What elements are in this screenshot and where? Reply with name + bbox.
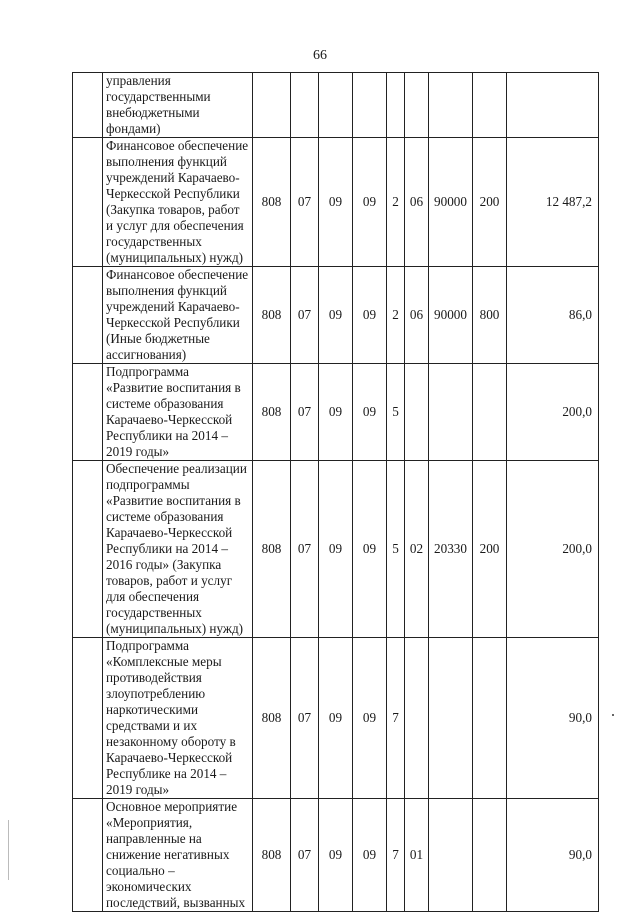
item-name-cell: Подпрограмма «Комплексные меры противодействия злоупотреблению наркотическими средствами и их незаконному обороту в Карачаево-Черкесской Республике на 2014 – 2019 годы» — [103, 638, 253, 799]
subsection-code-cell: 09 — [319, 638, 353, 799]
measure-code-cell — [405, 364, 429, 461]
ministry-code-cell: 808 — [253, 267, 291, 364]
table-row — [73, 73, 599, 138]
program-code-cell: 09 — [353, 638, 387, 799]
subsection-code-cell — [319, 73, 353, 138]
page-number: 66 — [313, 48, 327, 63]
item-name-cell: Финансовое обеспечение выполнения функций учреждений Карачаево- Черкесской Республики (Закупка товаров, работ и услуг для обеспечения государственных (муниципальных) нужд) — [103, 138, 253, 267]
row-number-cell — [73, 799, 103, 912]
section-code-cell: 07 — [291, 638, 319, 799]
subprogram-code-cell: 2 — [387, 138, 405, 267]
budget-table — [72, 72, 599, 912]
direction-code-cell — [429, 73, 473, 138]
expense-type-cell — [473, 638, 507, 799]
subsection-code-cell: 09 — [319, 799, 353, 912]
row-number-cell — [73, 638, 103, 799]
measure-code-cell — [405, 638, 429, 799]
program-code-cell: 09 — [353, 267, 387, 364]
direction-code-cell — [429, 364, 473, 461]
subsection-code-cell: 09 — [319, 461, 353, 638]
subprogram-code-cell: 7 — [387, 799, 405, 912]
ministry-code-cell: 808 — [253, 799, 291, 912]
row-number-cell — [73, 138, 103, 267]
expense-type-cell — [473, 73, 507, 138]
item-name-cell: Основное мероприятие «Мероприятия, направленные на снижение негативных социально – экономических последствий, вызванных — [103, 799, 253, 912]
ministry-code-cell: 808 — [253, 138, 291, 267]
table-row — [73, 638, 599, 799]
measure-code-cell: 02 — [405, 461, 429, 638]
amount-cell: 200,0 — [507, 364, 599, 461]
section-code-cell — [291, 73, 319, 138]
row-number-cell — [73, 364, 103, 461]
program-code-cell: 09 — [353, 364, 387, 461]
expense-type-cell — [473, 799, 507, 912]
amount-cell: 86,0 — [507, 267, 599, 364]
section-code-cell: 07 — [291, 799, 319, 912]
table-row — [73, 138, 599, 267]
program-code-cell — [353, 73, 387, 138]
item-name-cell: управления государственными внебюджетными фондами) — [103, 73, 253, 138]
item-name-cell: Подпрограмма «Развитие воспитания в системе образования Карачаево-Черкесской Республики на 2014 – 2019 годы» — [103, 364, 253, 461]
table-row — [73, 364, 599, 461]
subprogram-code-cell: 5 — [387, 461, 405, 638]
amount-cell: 200,0 — [507, 461, 599, 638]
expense-type-cell: 800 — [473, 267, 507, 364]
ministry-code-cell — [253, 73, 291, 138]
subprogram-code-cell: 5 — [387, 364, 405, 461]
ministry-code-cell: 808 — [253, 461, 291, 638]
amount-cell: 90,0 — [507, 638, 599, 799]
direction-code-cell — [429, 638, 473, 799]
row-number-cell — [73, 461, 103, 638]
item-name-cell: Обеспечение реализации подпрограммы «Развитие воспитания в системе образования Карачаево-Черкесской Республики на 2014 – 2016 годы» (Закупка товаров, работ и услуг для обеспечения государственных (муниципальных) нужд) — [103, 461, 253, 638]
amount-cell: 12 487,2 — [507, 138, 599, 267]
section-code-cell: 07 — [291, 461, 319, 638]
measure-code-cell: 01 — [405, 799, 429, 912]
direction-code-cell: 90000 — [429, 138, 473, 267]
direction-code-cell: 20330 — [429, 461, 473, 638]
program-code-cell: 09 — [353, 138, 387, 267]
expense-type-cell — [473, 364, 507, 461]
direction-code-cell — [429, 799, 473, 912]
subsection-code-cell: 09 — [319, 267, 353, 364]
measure-code-cell: 06 — [405, 138, 429, 267]
table-row — [73, 267, 599, 364]
program-code-cell: 09 — [353, 461, 387, 638]
table-row — [73, 799, 599, 912]
subsection-code-cell: 09 — [319, 138, 353, 267]
subprogram-code-cell: 2 — [387, 267, 405, 364]
ministry-code-cell: 808 — [253, 638, 291, 799]
ministry-code-cell: 808 — [253, 364, 291, 461]
subprogram-code-cell — [387, 73, 405, 138]
section-code-cell: 07 — [291, 267, 319, 364]
measure-code-cell: 06 — [405, 267, 429, 364]
scan-speck — [612, 714, 614, 716]
measure-code-cell — [405, 73, 429, 138]
amount-cell — [507, 73, 599, 138]
program-code-cell: 09 — [353, 799, 387, 912]
row-number-cell — [73, 267, 103, 364]
direction-code-cell: 90000 — [429, 267, 473, 364]
expense-type-cell: 200 — [473, 461, 507, 638]
item-name-cell: Финансовое обеспечение выполнения функций учреждений Карачаево- Черкесской Республики (Иные бюджетные ассигнования) — [103, 267, 253, 364]
table-row — [73, 461, 599, 638]
row-number-cell — [73, 73, 103, 138]
subsection-code-cell: 09 — [319, 364, 353, 461]
section-code-cell: 07 — [291, 364, 319, 461]
amount-cell: 90,0 — [507, 799, 599, 912]
subprogram-code-cell: 7 — [387, 638, 405, 799]
expense-type-cell: 200 — [473, 138, 507, 267]
section-code-cell: 07 — [291, 138, 319, 267]
scan-edge-mark — [8, 820, 9, 880]
